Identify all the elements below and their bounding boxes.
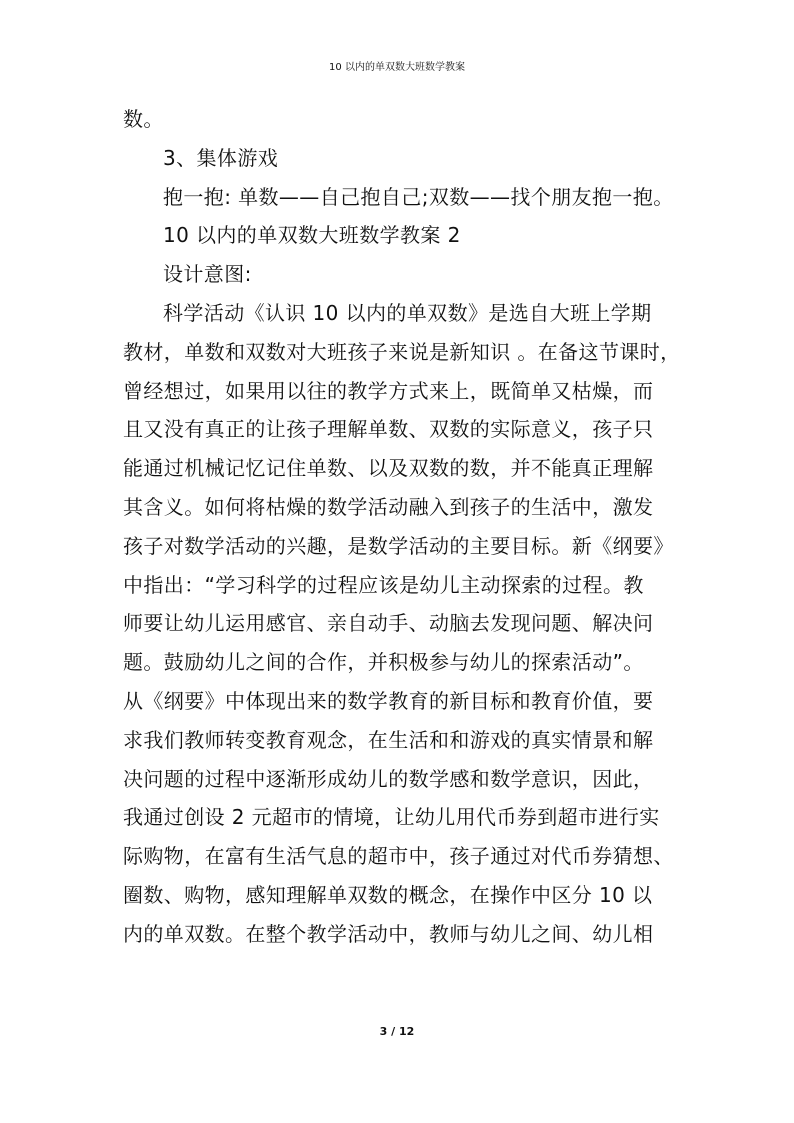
text-line: 圈数、购物，感知理解单双数的概念，在操作中区分 10 以 <box>123 882 653 907</box>
text-line: 求我们教师转变教育观念，在生活和和游戏的真实情景和解 <box>123 727 654 752</box>
page-number: 3 / 12 <box>379 1025 415 1038</box>
text-line: 孩子对数学活动的兴趣，是数学活动的主要目标。新《纲要》 <box>123 533 674 558</box>
text-line: 题。鼓励幼儿之间的合作，并积极参与幼儿的探索活动”。 <box>123 650 644 675</box>
text-line: 际购物，在富有生活气息的超市中，孩子通过对代币券猜想、 <box>123 844 674 869</box>
text-line: 其含义。如何将枯燥的数学活动融入到孩子的生活中，激发 <box>123 494 654 519</box>
document-body <box>123 100 693 954</box>
page-header: 10 以内的单双数大班数学教案 <box>329 62 465 73</box>
text-line: 我通过创设 2 元超市的情境，让幼儿用代币券到超市进行实 <box>123 805 660 830</box>
text-line: 从《纲要》中体现出来的数学教育的新目标和教育价值，要 <box>123 688 654 713</box>
section-heading: 设计意图: <box>163 262 252 287</box>
text-line: 决问题的过程中逐渐形成幼儿的数学感和数学意识，因此， <box>123 766 654 791</box>
text-line: 教材，单数和双数对大班孩子来说是新知识 。在备这节课时， <box>123 339 681 364</box>
text-line: 曾经想过，如果用以往的教学方式来上，既简单又枯燥，而 <box>123 378 654 403</box>
paragraph-first-line: 科学活动《认识 10 以内的单双数》是选自大班上学期 <box>163 300 652 325</box>
text-line: 能通过机械记忆记住单数、以及双数的数，并不能真正理解 <box>123 456 654 481</box>
text-line: 师要让幼儿运用感官、亲自动手、动脑去发现问题、解决问 <box>123 611 654 636</box>
text-line: 中指出：“学习科学的过程应该是幼儿主动探索的过程。教 <box>123 572 644 597</box>
text-line: 数。 <box>123 107 164 131</box>
document-title: 10 以内的单双数大班数学教案 2 <box>163 223 461 248</box>
section-heading: 3、集体游戏 <box>163 145 279 170</box>
text-line: 且又没有真正的让孩子理解单数、双数的实际意义，孩子只 <box>123 417 654 442</box>
text-line: 内的单双数。在整个教学活动中，教师与幼儿之间、幼儿相 <box>123 921 654 946</box>
text-line: 抱一抱: 单数——自己抱自己;双数——找个朋友抱一抱。 <box>163 184 674 209</box>
